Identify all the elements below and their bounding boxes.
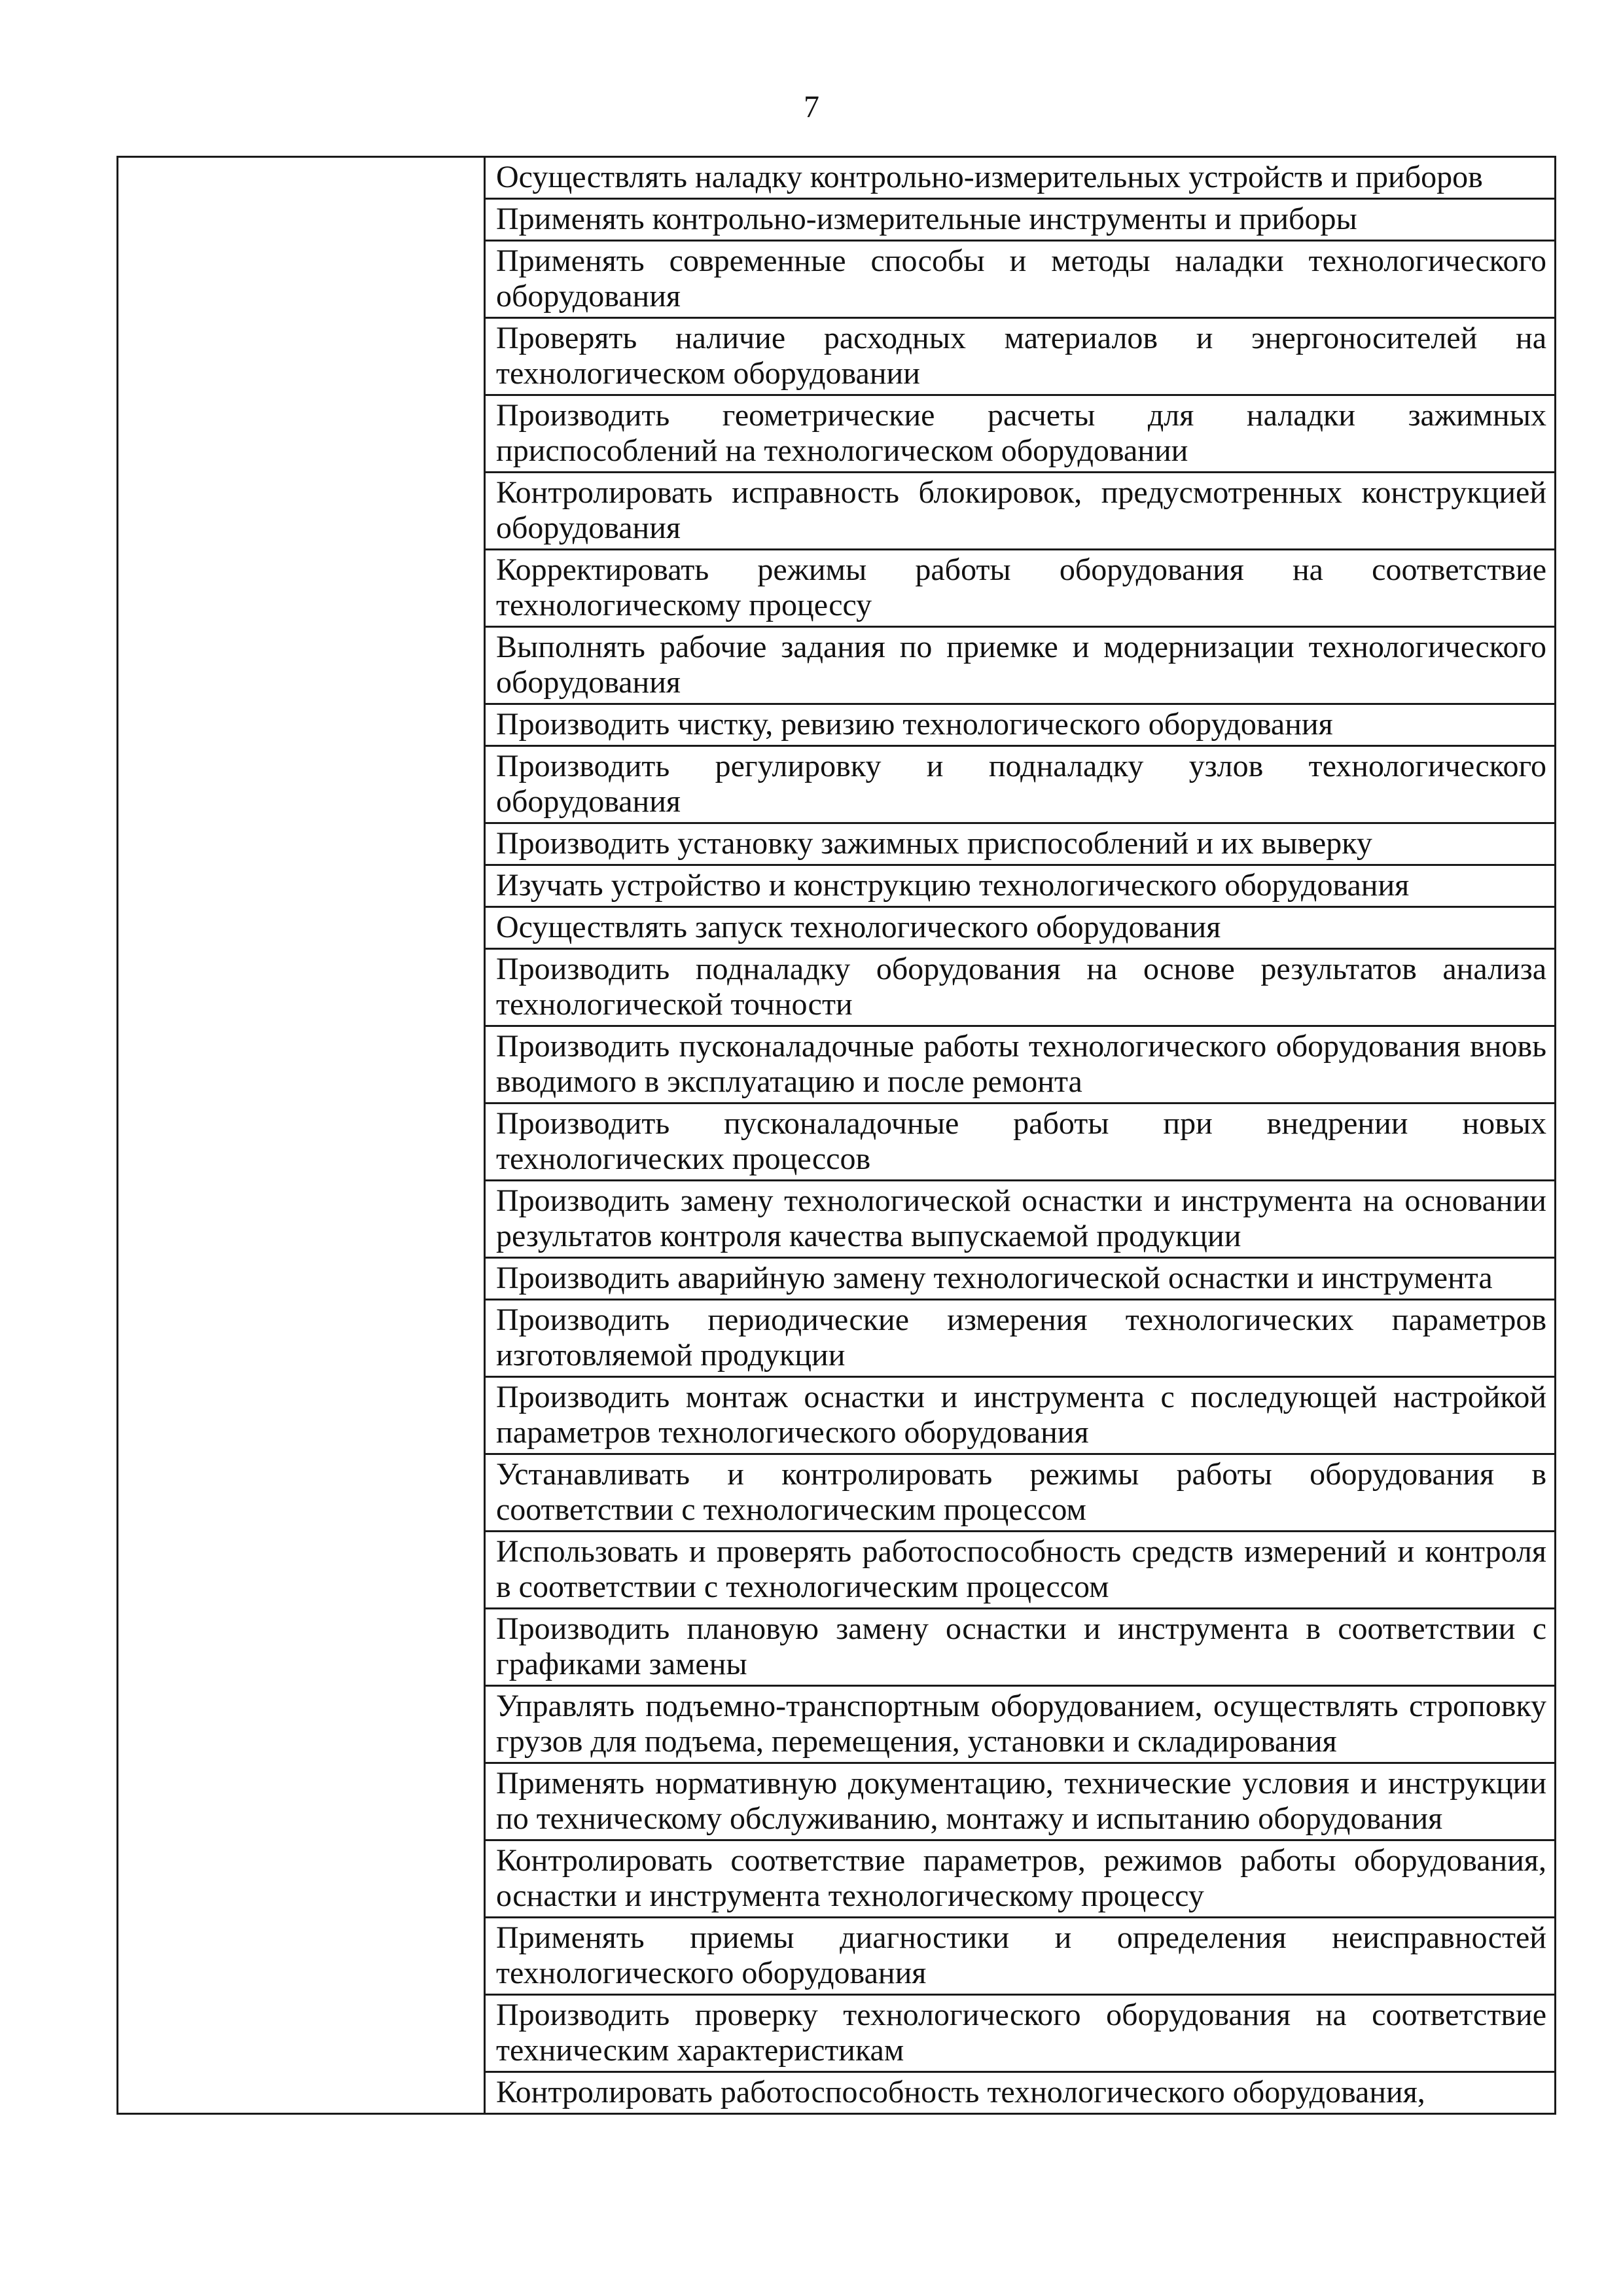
table-cell-text: Управлять подъемно-транспортным оборудованием, осуществлять строповку грузов для подъема, перемещения, установки и складирования bbox=[485, 1686, 1556, 1763]
table-cell-text: Производить чистку, ревизию технологического оборудования bbox=[485, 704, 1556, 746]
table-body bbox=[118, 157, 1556, 2114]
table-cell-text: Применять приемы диагностики и определения неисправностей технологического оборудования bbox=[485, 1918, 1556, 1995]
table-cell-text: Контролировать работоспособность технологического оборудования, bbox=[485, 2072, 1556, 2114]
table-cell-text: Контролировать исправность блокировок, предусмотренных конструкцией оборудования bbox=[485, 473, 1556, 550]
table-cell-text: Корректировать режимы работы оборудования на соответствие технологическому процессу bbox=[485, 550, 1556, 627]
table-cell-text: Производить подналадку оборудования на основе результатов анализа технологической точности bbox=[485, 949, 1556, 1026]
table-cell-text: Проверять наличие расходных материалов и энергоносителей на технологическом оборудовании bbox=[485, 318, 1556, 395]
table-cell-text: Осуществлять наладку контрольно-измерительных устройств и приборов bbox=[485, 157, 1556, 199]
table-cell-text: Производить аварийную замену технологической оснастки и инструмента bbox=[485, 1258, 1556, 1300]
table-cell-text: Применять нормативную документацию, технические условия и инструкции по техническому обслуживанию, монтажу и испытанию оборудования bbox=[485, 1763, 1556, 1840]
table-cell-text: Применять современные способы и методы наладки технологического оборудования bbox=[485, 241, 1556, 318]
table-cell-text: Производить пусконаладочные работы при внедрении новых технологических процессов bbox=[485, 1103, 1556, 1181]
table-cell-text: Использовать и проверять работоспособность средств измерений и контроля в соответствии с технологическим процессом bbox=[485, 1532, 1556, 1609]
table-row bbox=[118, 157, 1556, 199]
table-cell-text: Контролировать соответствие параметров, режимов работы оборудования, оснастки и инструмента технологическому процессу bbox=[485, 1840, 1556, 1918]
table-cell-text: Производить периодические измерения технологических параметров изготовляемой продукции bbox=[485, 1300, 1556, 1377]
table-cell-text: Изучать устройство и конструкцию технологического оборудования bbox=[485, 865, 1556, 907]
table-cell-text: Осуществлять запуск технологического оборудования bbox=[485, 907, 1556, 949]
table-cell-text: Применять контрольно-измерительные инструменты и приборы bbox=[485, 199, 1556, 241]
table-cell-text: Производить геометрические расчеты для наладки зажимных приспособлений на технологическом оборудовании bbox=[485, 395, 1556, 473]
table-cell-text: Производить монтаж оснастки и инструмента с последующей настройкой параметров технологического оборудования bbox=[485, 1377, 1556, 1454]
table-cell-text: Производить регулировку и подналадку узлов технологического оборудования bbox=[485, 746, 1556, 823]
table-cell-text: Устанавливать и контролировать режимы работы оборудования в соответствии с технологическим процессом bbox=[485, 1454, 1556, 1532]
table-left-cell bbox=[118, 157, 485, 2114]
table-cell-text: Производить пусконаладочные работы технологического оборудования вновь вводимого в эксплуатацию и после ремонта bbox=[485, 1026, 1556, 1103]
table-cell-text: Производить замену технологической оснастки и инструмента на основании результатов контроля качества выпускаемой продукции bbox=[485, 1181, 1556, 1258]
competency-table bbox=[116, 156, 1556, 2115]
table-cell-text: Выполнять рабочие задания по приемке и модернизации технологического оборудования bbox=[485, 627, 1556, 704]
table-cell-text: Производить проверку технологического оборудования на соответствие техническим характеристикам bbox=[485, 1995, 1556, 2072]
table-cell-text: Производить установку зажимных приспособлений и их выверку bbox=[485, 823, 1556, 865]
page-number: 7 bbox=[804, 90, 819, 124]
table-cell-text: Производить плановую замену оснастки и инструмента в соответствии с графиками замены bbox=[485, 1609, 1556, 1686]
